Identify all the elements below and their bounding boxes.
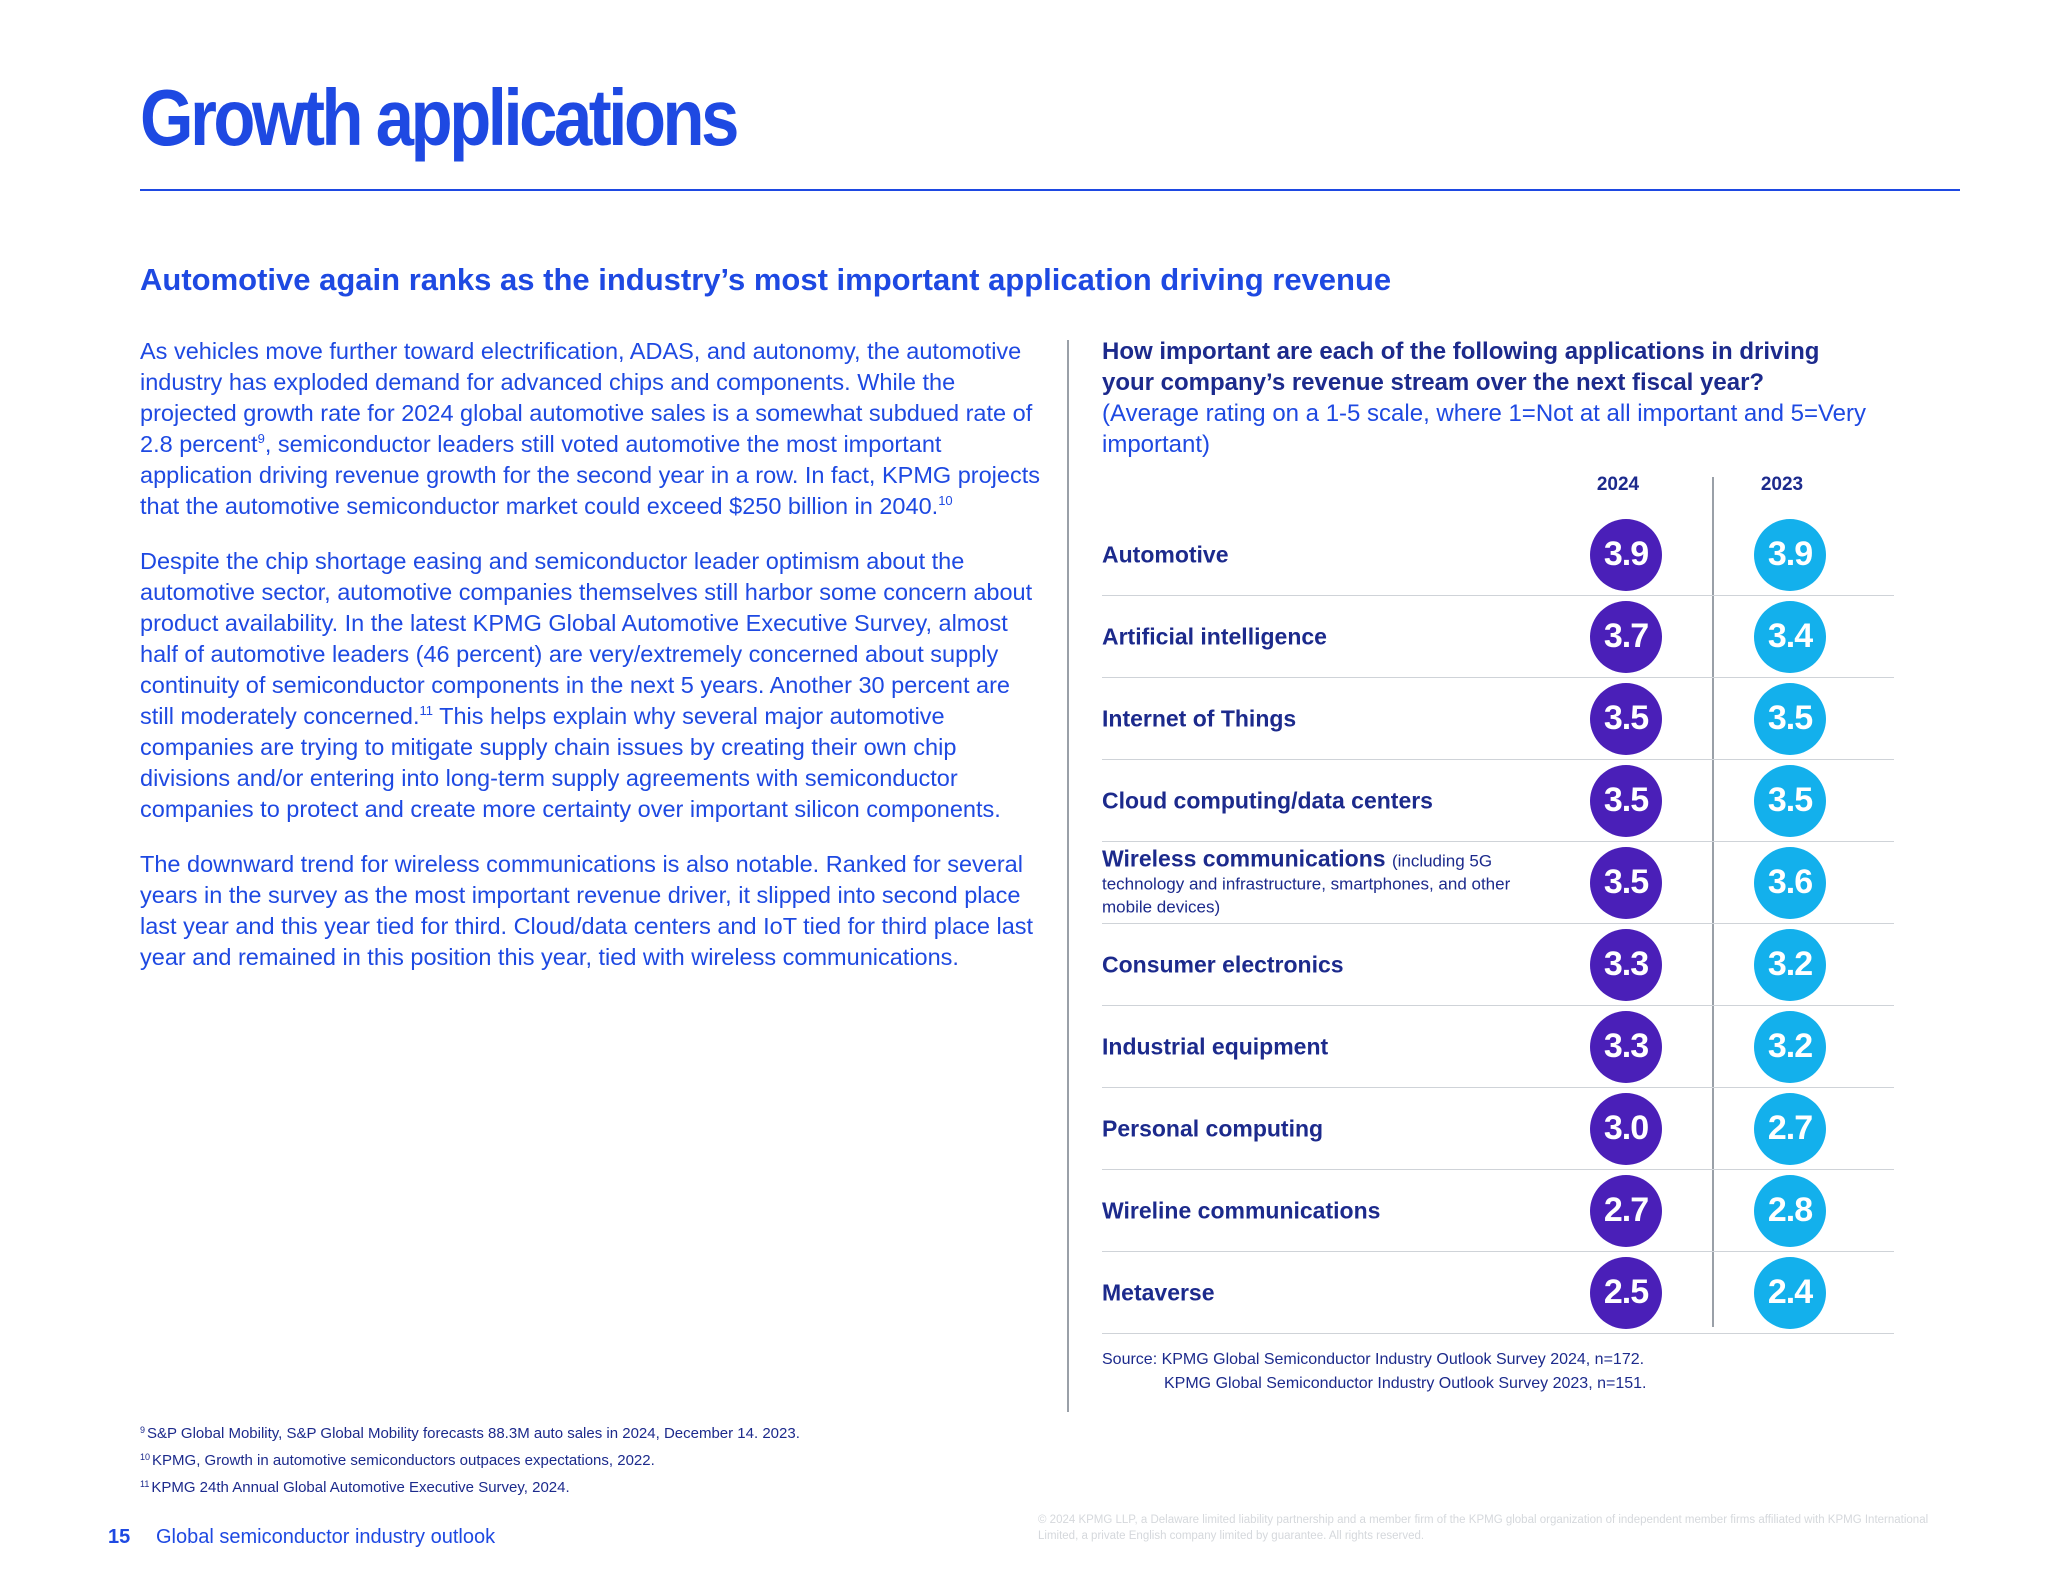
footnote-9: $^9$ S&P Global Mobility, S&P Global Mobility forecasts 88.3M auto sales in 2024, December 14. 2023. [140,1425,800,1442]
paragraph-1: As vehicles move further toward electrification, ADAS, and autonomy, the automotive industry has exploded demand for advanced chips and components. While the projected growth rate for 2024 global automotive sales is a somewhat subdued rate of 2.8 percent$^9$, semiconductor leaders still voted automotive the most important application driving revenue growth for the second year in a row. In fact, KPMG projects that the automotive semiconductor market could exceed $250 billion in 2040.10 [140,338,1040,519]
rating-bubble-2023: 2.7 [1754,1093,1826,1165]
table-row [1102,678,1894,760]
footnotes [140,1420,800,1501]
rating-bubble-2023: 3.6 [1754,847,1826,919]
footnote-11: $^{11}$ KPMG 24th Annual Global Automotive Executive Survey, 2024. [140,1479,570,1496]
table-row [1102,1006,1894,1088]
rating-bubble-2023: 3.2 [1754,929,1826,1001]
ratings-table [1102,514,1894,1334]
rating-bubble-2024: 3.5 [1590,683,1662,755]
body-text [140,336,1040,997]
row-label: Internet of Things [1102,705,1297,731]
chart-source: Source: KPMG Global Semiconductor Industry Outlook Survey 2024, n=172. KPMG Global Semiconductor Industry Outlook Survey 2023, n=151. [1102,1351,1647,1392]
table-row [1102,1088,1894,1170]
rating-bubble-2024: 3.0 [1590,1093,1662,1165]
row-label: Wireless communications (including 5G technology and infrastructure, smartphones, and other mobile devices) [1102,845,1511,916]
rating-bubble-2024: 3.3 [1590,929,1662,1001]
column-header-2023: 2023 [1760,474,1804,495]
rating-bubble-2023: 3.5 [1754,683,1826,755]
table-row [1102,842,1894,924]
rating-bubble-2023: 2.8 [1754,1175,1826,1247]
rating-bubble-2023: 3.5 [1754,765,1826,837]
row-label: Wireline communications [1102,1197,1381,1223]
rating-bubble-2023: 3.4 [1754,601,1826,673]
footnote-ref-10: 10 [938,493,953,508]
question-scale-note: (Average rating on a 1-5 scale, where 1=Not at all important and 5=Very important) [1102,400,1867,458]
chart-question [1102,336,1872,460]
rating-bubble-2023: 3.2 [1754,1011,1826,1083]
rating-bubble-2024: 3.3 [1590,1011,1662,1083]
table-row [1102,596,1894,678]
row-label: Cloud computing/data centers [1102,787,1433,813]
row-label: Automotive [1102,541,1229,567]
footnote-ref-11: 11 [419,703,434,718]
row-label: Metaverse [1102,1279,1215,1305]
rating-bubble-2024: 3.5 [1590,847,1662,919]
row-label: Industrial equipment [1102,1033,1329,1059]
rating-bubble-2024: 2.7 [1590,1175,1662,1247]
page-number: 15 [108,1526,131,1548]
copyright-notice: © 2024 KPMG LLP, a Delaware limited liability partnership and a member firm of the KPMG global organization of independent member firms affiliated with KPMG International Limited, a private English company limited by guarantee. All rights reserved. [1038,1514,1929,1542]
question-text: How important are each of the following applications in driving your company’s revenue stream over the next fiscal year? [1102,338,1820,396]
paragraph-2: Despite the chip shortage easing and semiconductor leader optimism about the automotive sector, automotive companies themselves still harbor some concern about product availability. In the latest KPMG Global Automotive Executive Survey, almost half of automotive leaders (46 percent) are very/extremely concerned about supply continuity of semiconductor components in the next 5 years. Another 30 percent are still moderately concerned.$^{11}$ This helps explain why several major automotive companies are trying to mitigate supply chain issues by creating their own chip divisions and/or entering into long-term supply agreements with semiconductor companies to protect and create more certainty over important silicon components. [140,548,1033,822]
publication-name: Global semiconductor industry outlook [156,1526,496,1548]
table-row [1102,1252,1894,1334]
column-header-2024: 2024 [1596,474,1640,495]
rating-bubble-2023: 3.9 [1754,519,1826,591]
section-subtitle: Automotive again ranks as the industry’s most important application driving revenue [140,262,1392,297]
page-title: Growth applications [140,73,736,162]
row-label: Consumer electronics [1102,951,1344,977]
footnote-10: $^{10}$ KPMG, Growth in automotive semiconductors outpaces expectations, 2022. [140,1452,655,1469]
row-label: Personal computing [1102,1115,1324,1141]
table-row [1102,760,1894,842]
rating-bubble-2024: 2.5 [1590,1257,1662,1329]
rating-bubble-2023: 2.4 [1754,1257,1826,1329]
column-divider [1067,340,1069,1412]
row-note: (including 5G technology and infrastructure, smartphones, and other mobile devices) [1102,851,1511,916]
row-label: Artificial intelligence [1102,623,1327,649]
paragraph-3: The downward trend for wireless communications is also notable. Ranked for several years in the survey as the most important revenue driver, it slipped into second place last year and this year tied for third. Cloud/data centers and IoT tied for third place last year and remained in this position this year, tied with wireless communications. [140,851,1034,970]
rating-bubble-2024: 3.5 [1590,765,1662,837]
rating-bubble-2024: 3.9 [1590,519,1662,591]
table-row [1102,924,1894,1006]
title-divider [140,189,1960,191]
rating-bubble-2024: 3.7 [1590,601,1662,673]
table-row [1102,1170,1894,1252]
table-row [1102,514,1894,596]
footnote-ref-9: 9 [257,431,265,446]
